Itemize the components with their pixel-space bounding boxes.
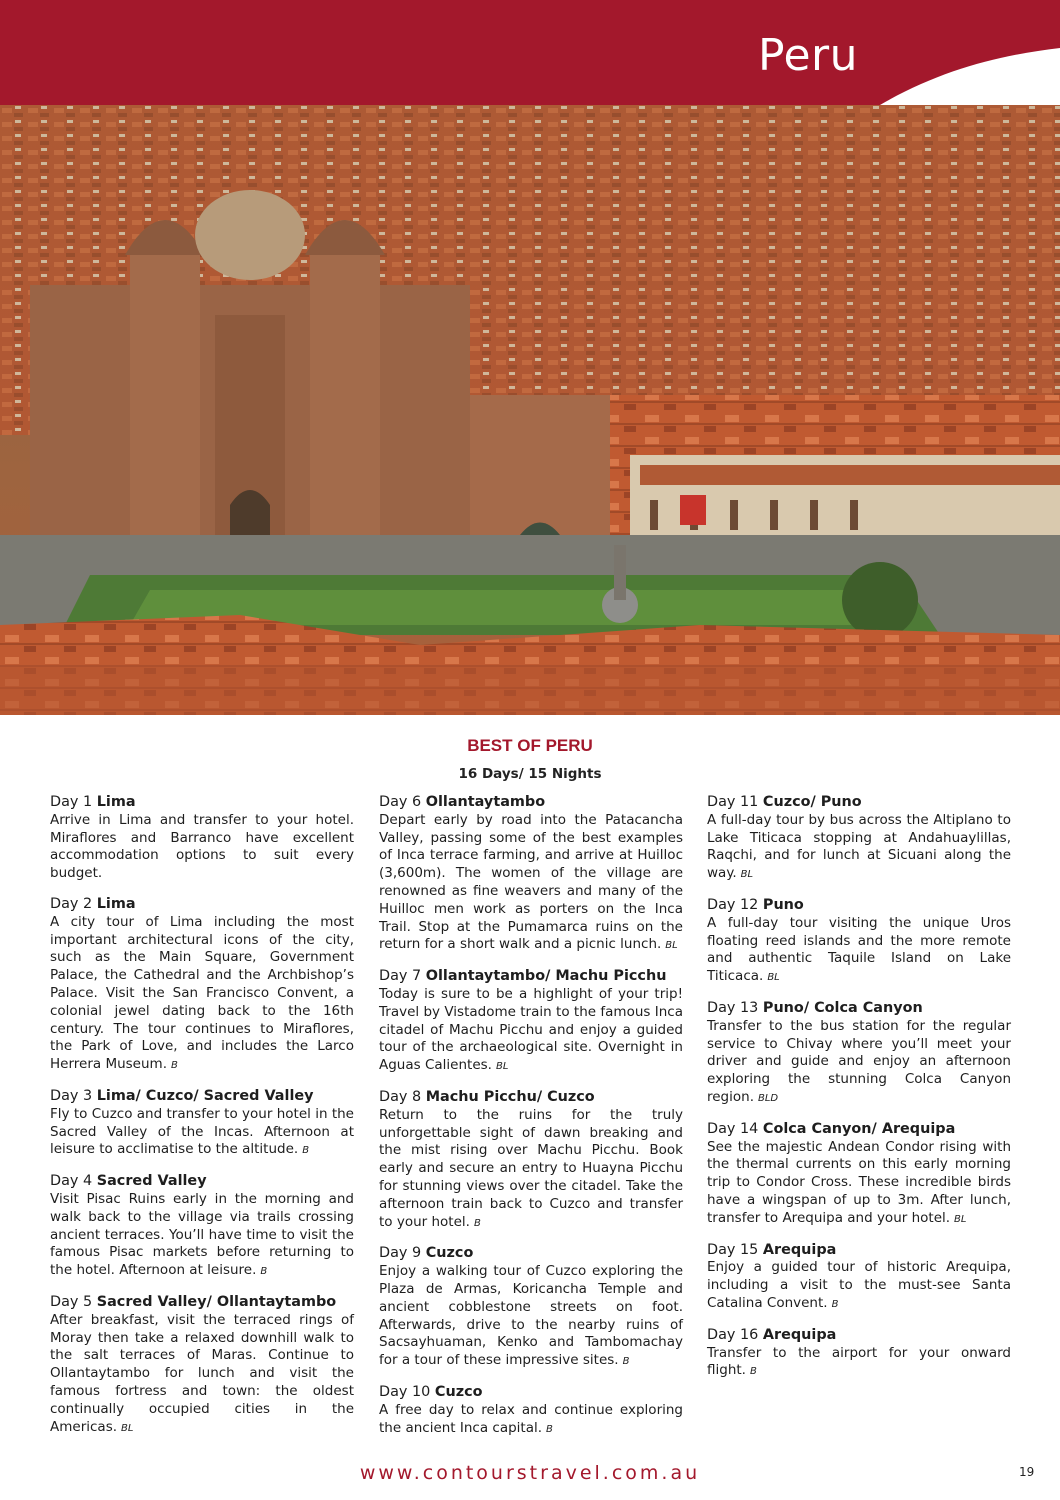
day-entry — [379, 1089, 683, 1232]
day-label: Day 2 — [50, 895, 93, 912]
day-description: Arrive in Lima and transfer to your hotel. Miraflores and Barranco have excellent accommodation options to suit every budget. — [50, 811, 354, 882]
meal-code: BL — [740, 869, 754, 881]
day-place: Arequipa — [762, 1326, 837, 1343]
itinerary-column-3 — [707, 794, 1011, 1394]
day-place: Lima/ Cuzco/ Sacred Valley — [96, 1087, 314, 1104]
meal-code: B — [749, 1366, 757, 1378]
day-place: Arequipa — [762, 1241, 837, 1258]
day-place: Lima — [96, 794, 136, 810]
day-entry — [707, 1121, 1011, 1229]
meal-code: BL — [767, 972, 780, 984]
day-label: Day 1 — [50, 794, 93, 810]
day-description: Fly to Cuzco and transfer to your hotel in the Sacred Valley of the Incas. Afternoon at leisure to acclimatise to the altitude. — [50, 1105, 354, 1158]
day-description: Enjoy a guided tour of historic Arequipa, including a visit to the must-see Santa Catalina Convent. — [707, 1259, 1011, 1311]
day-entry — [379, 794, 683, 955]
tour-title: BEST OF PERU — [467, 736, 593, 755]
day-entry — [707, 794, 1011, 884]
itinerary-column-2 — [379, 794, 683, 1451]
day-entry — [50, 896, 354, 1075]
day-description: Transfer to the bus station for the regular service to Chivay where you’ll meet your driver and guide and enjoy an afternoon exploring the stunning Colca Canyon region. — [707, 1017, 1011, 1105]
day-description: Depart early by road into the Patacancha Valley, passing some of the best examples of Inca terrace farming, and arrive at Huilloc (3,600m). The women of the village are renowned as fine weavers and many of the Huilloc men work as porters on the Inca Trail. Stop at the Pumamarca ruins on the return for a short walk and a picnic lunch. — [379, 811, 683, 953]
day-label: Day 13 — [707, 999, 759, 1016]
day-entry — [50, 1294, 354, 1437]
day-entry — [379, 1384, 683, 1438]
day-place: Ollantaytambo/ Machu Picchu — [425, 968, 667, 985]
day-place: Sacred Valley — [96, 1173, 207, 1190]
day-place: Colca Canyon/ Arequipa — [762, 1120, 956, 1137]
day-entry — [50, 1173, 354, 1281]
page-title: Peru — [757, 30, 858, 81]
day-label: Day 3 — [50, 1087, 93, 1104]
day-description: Enjoy a walking tour of Cuzco exploring the Plaza de Armas, Koricancha Temple and ancient cobblestone streets on foot. Afterwards, drive to the nearby ruins of Sacsayhuaman, Kenko and Tambomachay for a tour of these impressive sites. — [379, 1263, 683, 1369]
day-entry — [50, 794, 354, 883]
photo-illustration — [0, 105, 1060, 715]
day-place: Lima — [96, 895, 136, 912]
day-place: Cuzco — [434, 1383, 483, 1400]
day-label: Day 7 — [379, 968, 422, 985]
page-number: 19 — [1019, 1465, 1035, 1479]
day-description: A full-day tour by bus across the Altiplano to Lake Titicaca stopping at Andahuaylillas, Raqchi, and for lunch at Sicuani along the way. — [707, 811, 1011, 882]
day-entry — [379, 1245, 683, 1371]
day-label: Day 15 — [707, 1241, 759, 1258]
footer-website-link[interactable]: www.contourstravel.com.au — [359, 1462, 701, 1484]
day-label: Day 9 — [379, 1245, 422, 1262]
day-label: Day 12 — [707, 896, 759, 913]
meal-code: BL — [495, 1061, 509, 1073]
day-place: Machu Picchu/ Cuzco — [425, 1088, 595, 1105]
day-description: Transfer to the airport for your onward flight. — [707, 1344, 1011, 1379]
day-label: Day 16 — [707, 1326, 759, 1343]
day-label: Day 6 — [379, 794, 422, 810]
header-band — [0, 0, 1060, 105]
itinerary-column-1 — [50, 794, 354, 1450]
day-description: Today is sure to be a highlight of your trip! Travel by Vistadome train to the famous Inca citadel of Machu Picchu and enjoy a guided tour of the archaeological site. Overnight in Aguas Calientes. — [379, 985, 683, 1074]
day-entry — [707, 1000, 1011, 1108]
meal-code: BL — [665, 940, 678, 952]
day-entry — [379, 968, 683, 1076]
meal-code: B — [831, 1298, 839, 1310]
day-place: Ollantaytambo — [425, 794, 546, 810]
meal-code: BL — [121, 1422, 134, 1434]
day-description: A city tour of Lima including the most important architectural icons of the city, such as the Main Square, Government Palace, the Cathedral and the Archbishop’s Palace. Visit the San Francisco Convent, a colonial jewel dating back to the 16th century. The tour continues to Miraflores, the Park of Love, and includes the Larco Herrera Museum. — [50, 913, 354, 1073]
meal-code: B — [546, 1423, 553, 1435]
day-label: Day 14 — [707, 1120, 759, 1137]
day-label: Day 11 — [707, 794, 759, 810]
day-description: Visit Pisac Ruins early in the morning and walk back to the village via trails crossing ancient terraces. You’ll have time to visit the famous Pisac markets before returning to the hotel. Afternoon at leisure. — [50, 1190, 354, 1279]
day-description: A free day to relax and continue exploring the ancient Inca capital. — [379, 1401, 683, 1436]
meal-code: B — [171, 1060, 178, 1072]
day-entry — [707, 897, 1011, 987]
day-place: Cuzco/ Puno — [762, 794, 862, 810]
day-label: Day 4 — [50, 1173, 93, 1190]
day-entry — [50, 1088, 354, 1160]
meal-code: B — [622, 1356, 630, 1368]
meal-code: B — [260, 1266, 268, 1278]
day-description: After breakfast, visit the terraced rings of Moray then take a relaxed downhill walk to the salt terraces of Maras. Continue to Ollantaytambo for lunch and visit the famous fortress and town: the oldest continually occupied cities in the Americas. — [50, 1311, 354, 1435]
day-description: Return to the ruins for the truly unforgettable sight of dawn breaking and the mist rising over Machu Picchu. Book early and secure an entry to Huayna Picchu for stunning views over the citadel. Take the afternoon train back to Cuzco and transfer to your hotel. — [379, 1106, 683, 1230]
day-description: See the majestic Andean Condor rising with the thermal currents on this early morning trip to Condor Cross. These incredible birds have a wingspan of up to 3m. After lunch, transfer to Arequipa and your hotel. — [707, 1138, 1011, 1226]
day-entry — [707, 1242, 1011, 1314]
day-label: Day 10 — [379, 1383, 431, 1400]
day-place: Puno/ Colca Canyon — [762, 999, 923, 1016]
meal-code: B — [302, 1145, 310, 1157]
day-description: A full-day tour visiting the unique Uros floating reed islands and the more remote and authentic Taquile Island on Lake Titicaca. — [707, 914, 1011, 985]
page-header — [0, 0, 1060, 105]
day-entry — [707, 1327, 1011, 1381]
meal-code: B — [473, 1217, 481, 1229]
day-place: Puno — [762, 896, 804, 913]
meal-code: BLD — [758, 1092, 779, 1104]
day-place: Cuzco — [425, 1245, 474, 1262]
meal-code: BL — [954, 1213, 967, 1225]
day-label: Day 5 — [50, 1293, 93, 1310]
tour-duration: 16 Days/ 15 Nights — [458, 766, 602, 782]
day-label: Day 8 — [379, 1088, 422, 1105]
cusco-cathedral-plaza-photo — [0, 105, 1060, 715]
day-place: Sacred Valley/ Ollantaytambo — [96, 1293, 337, 1310]
